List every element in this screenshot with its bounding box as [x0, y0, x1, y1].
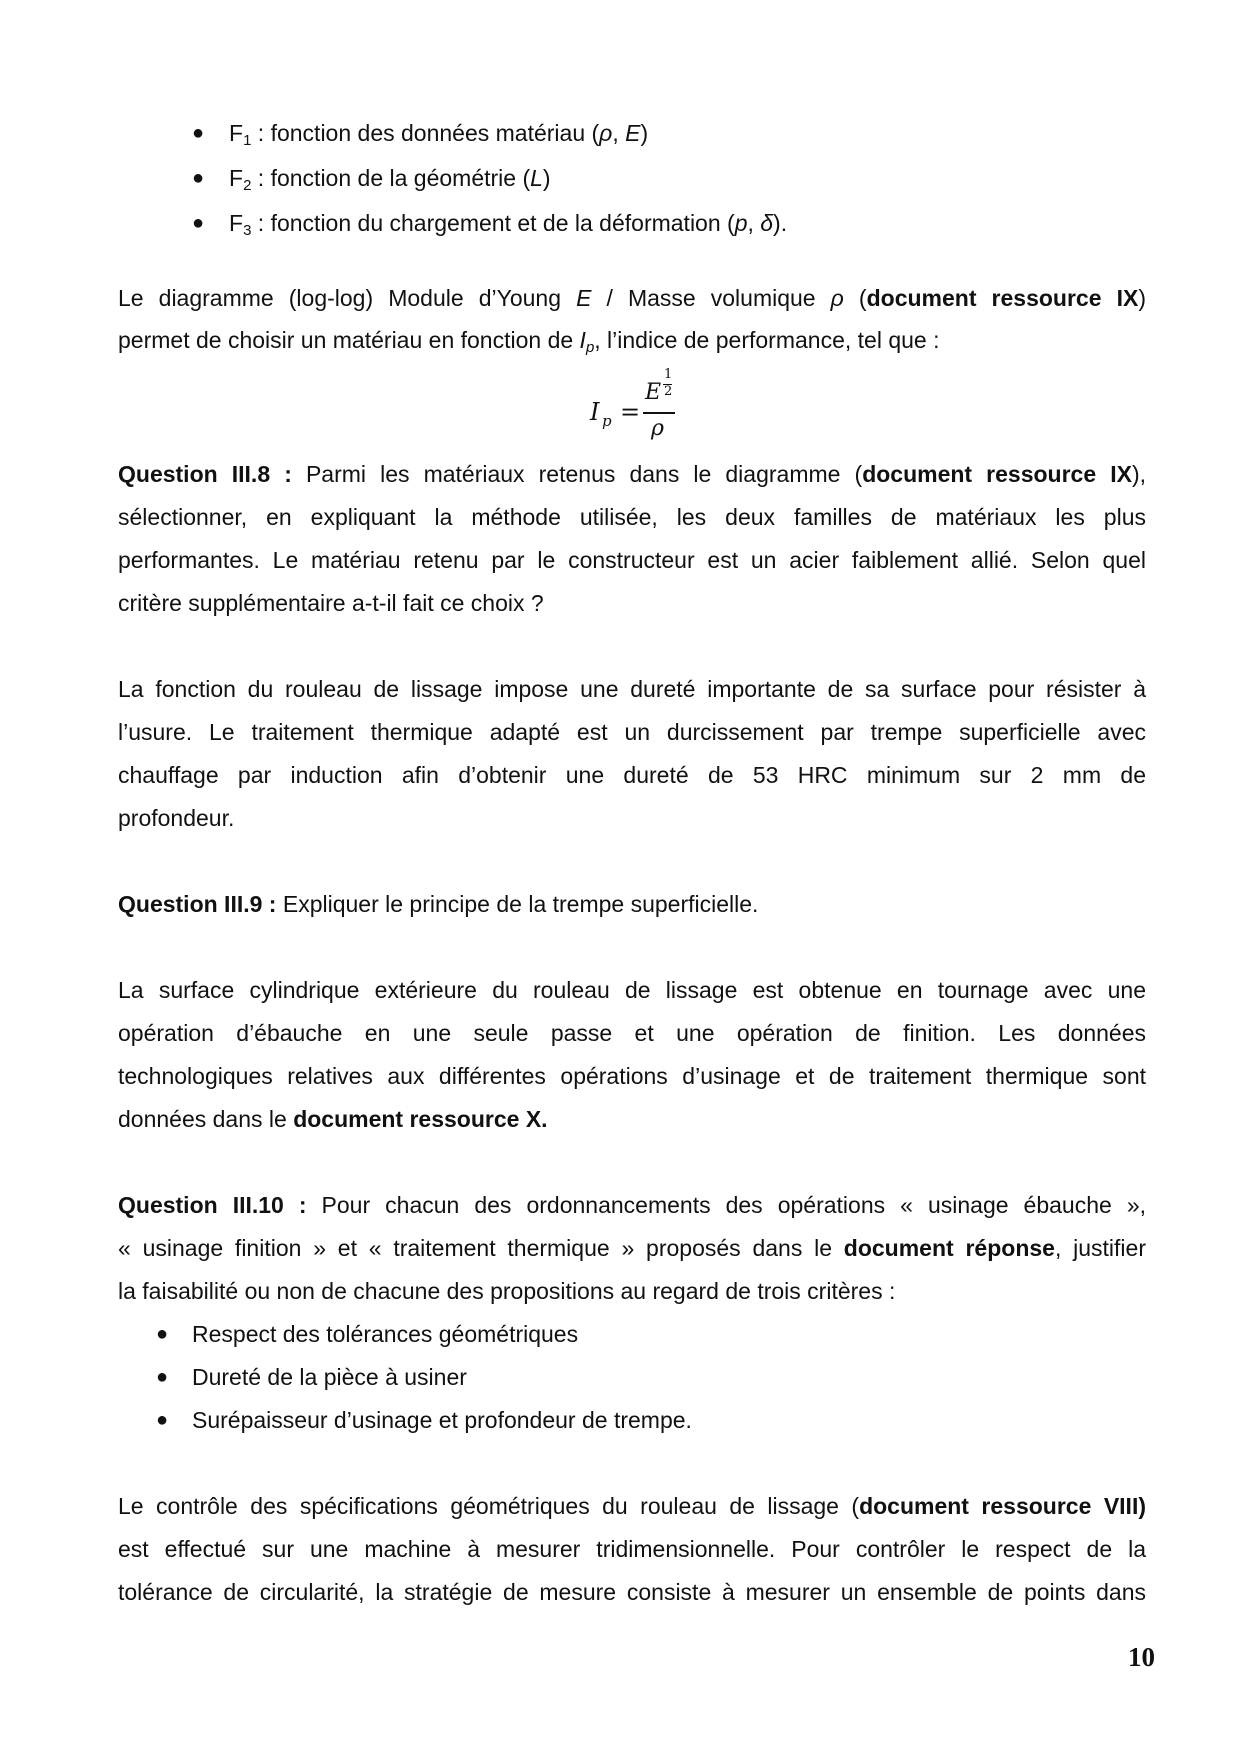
document-page: ● $F_1$ : fonction des données matériau (ρ, E) ● $F_2$ : fonction de la géométrie (L) ● $F_3$ : fonction du chargement et de la déformation (p, δ). Le diagramme (log-log) Module d’Young E / Masse volumique ρ (document ressource IX) permet de choisir un matériau en fonction de $I_p$, l’indice de performance, tel que : I p = E 1 2 ρ Question III.8 : Parmi les matériaux retenus dans le diagramme (document ressource IX), sélectionner, en expliquant la méthode utilisée, les deux familles de matériaux les plus performantes. Le matériau retenu par le constructeur est un acier faiblement allié. Selon quel critère supplémentaire a-t-il fait ce choix ? La fonction du rouleau de lissage impose une dureté importante de sa surface pour résister à l’usure. Le traitement thermique adapté est un durcissement par trempe superficielle avec chauffage par induction afin d’obtenir une dureté de 53 HRC minimum sur 2 mm de profondeur. Question III.9 : Expliquer le principe de la trempe superficielle. La surface cylindrique extérieure du rouleau de lissage est obtenue en tournage avec une opération d’ébauche en une seule passe et une opération de finition. Les données technologiques relatives aux différentes opérations d’usinage et de traitement thermique sont données dans le document ressource X. Question III.10 : Pour chacun des ordonnancements des opérations « usinage ébauche », « usinage finition » et « traitement thermique » proposés dans le document réponse, justifier la faisabilité ou non de chacune des propositions au regard de trois critères : ● Respect des tolérances géométriques ● Dureté de la pièce à usiner ● Surépaisseur d’usinage et profondeur de trempe. Le contrôle des spécifications géométriques du rouleau de lissage (document ressource VIII) est effectué sur une machine à mesurer tridimensionnelle. Pour contrôler le respect de la tolérance de circularité, la stratégie de mesure consiste à mesurer un ensemble de points dans 10 — [118, 120, 1155, 1672]
bullet-icon: ● — [192, 122, 205, 144]
bullet-icon: ● — [192, 212, 205, 234]
question-label: Question III.9 : — [118, 891, 277, 917]
question-label: Question III.8 : — [118, 461, 292, 487]
bullet-icon: ● — [192, 167, 205, 189]
question-label: Question III.10 : — [118, 1192, 307, 1218]
bullet-icon: ● — [156, 1366, 169, 1388]
bullet-icon: ● — [156, 1323, 169, 1345]
bullet-icon: ● — [156, 1409, 169, 1431]
page-number: 10 — [1128, 1642, 1155, 1672]
fraction-bar — [643, 412, 675, 414]
